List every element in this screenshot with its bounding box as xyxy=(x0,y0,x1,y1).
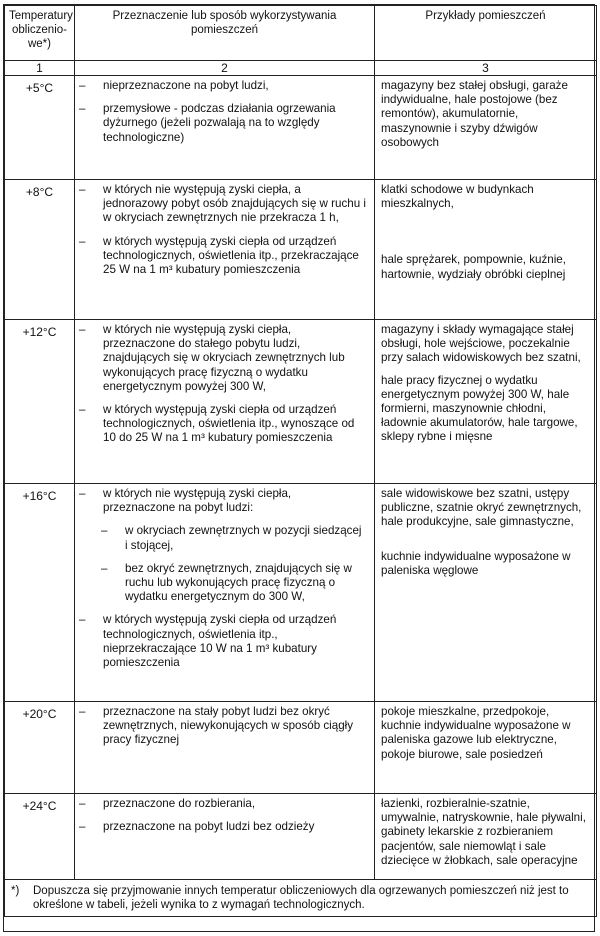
example-item: klatki schodowe w budynkach mieszkalnych, xyxy=(381,183,534,211)
example-item: magazyny bez stałej obsługi, garaże indywidualne, hale postojowe (bez remontów), akumulatornie, maszynownie i szyby dźwigów osobowych xyxy=(381,79,568,149)
purpose-cell xyxy=(75,794,375,880)
footnote xyxy=(5,880,596,916)
table-row xyxy=(5,180,597,320)
temperature-cell: +8°C xyxy=(5,180,75,320)
purpose-item: – w których nie występują zyski ciepła, przeznaczone do stałego pobytu ludzi, znajdujących się w okryciach zewnętrznych lub wykonujących pracę fizyczną o wydatku energetycznym powyżej 300 W, xyxy=(79,323,345,393)
purpose-item: – przeznaczone na stały pobyt ludzi bez okryć zewnętrznych, niewykonujących w sposób ciągły pracy fizycznej xyxy=(79,705,354,747)
temperature-cell: +5°C xyxy=(5,76,75,180)
purpose-item: – przeznaczone na pobyt ludzi bez odzieży xyxy=(79,820,315,834)
purpose-cell xyxy=(75,180,375,320)
temperature-cell: +16°C xyxy=(5,484,75,702)
column-number-3: 3 xyxy=(375,61,597,76)
header-temperature: Temperatury obliczenio-we*) xyxy=(5,6,75,61)
purpose-item: – w których nie występują zyski ciepła, przeznaczone na pobyt ludzi: xyxy=(79,487,292,515)
column-number-row xyxy=(5,61,597,76)
footnote-text: Dopuszcza się przyjmowanie innych temperatur obliczeniowych dla ogrzewanych pomieszczeń niż jest to określone w tabeli, jeżeli wynika to z wymagań technologicznych. xyxy=(33,885,569,911)
dash-marker: – xyxy=(79,613,86,627)
footnote-cell xyxy=(5,880,597,917)
table-row xyxy=(5,702,597,794)
dash-marker: – xyxy=(101,561,108,575)
temperature-cell: +12°C xyxy=(5,320,75,484)
purpose-cell xyxy=(75,702,375,794)
examples-cell xyxy=(375,76,597,180)
dash-marker: – xyxy=(79,102,86,116)
purpose-item: – nieprzeznaczone na pobyt ludzi, xyxy=(79,79,269,92)
example-item: sale widowiskowe bez szatni, ustępy publiczne, szatnie okryć zewnętrznych, hale produkcyjne, sale gimnastyczne, xyxy=(381,487,582,529)
examples-cell xyxy=(375,794,597,880)
dash-marker: – xyxy=(79,234,86,248)
temperature-table xyxy=(4,5,597,917)
header-examples: Przykłady pomieszczeń xyxy=(375,6,597,61)
purpose-item: – przemysłowe - podczas działania ogrzewania dyżurnego (jeżeli pozwalają na to względy technologiczne) xyxy=(79,102,336,144)
purpose-item: – w których występują zyski ciepła od urządzeń technologicznych, oświetlenia itp., nieprzekraczające 10 W na 1 m³ kubatury pomieszczenia xyxy=(79,613,337,670)
examples-cell xyxy=(375,180,597,320)
example-item: hale sprężarek, pompownie, kuźnie, hartownie, wydziały obróbki cieplnej xyxy=(381,253,566,281)
example-item: hale pracy fizycznej o wydatku energetycznym powyżej 300 W, hale formierni, maszynownie chłodni, ładownie akumulatorów, hale targowe, sklepy rybne i mięsne xyxy=(381,373,578,444)
example-item: kuchnie indywidualne wyposażone w paleniska węglowe xyxy=(381,549,571,577)
footnote-mark: *) xyxy=(11,885,20,897)
dash-marker: – xyxy=(79,183,86,196)
temperature-cell: +20°C xyxy=(5,702,75,794)
dash-marker: – xyxy=(79,403,86,417)
dash-marker: – xyxy=(79,705,86,718)
header-purpose: Przeznaczenie lub sposób wykorzystywania pomieszczeń xyxy=(75,6,375,61)
table-row xyxy=(5,76,597,180)
example-item: magazyny i składy wymagające stałej obsługi, hole wejściowe, poczekalnie przy salach widowiskowych bez szatni, xyxy=(381,323,581,365)
purpose-cell xyxy=(75,320,375,484)
examples-cell xyxy=(375,320,597,484)
purpose-item: – w których nie występują zyski ciepła, a jednorazowy pobyt osób znajdujących się w ruchu i w okryciach zewnętrznych nie przekracza 1 h, xyxy=(79,183,366,225)
purpose-cell xyxy=(75,484,375,702)
dash-marker: – xyxy=(101,524,108,538)
table-row xyxy=(5,484,597,702)
purpose-item: – przeznaczone do rozbierania, xyxy=(79,797,256,810)
dash-marker: – xyxy=(79,820,86,834)
dash-marker: – xyxy=(79,323,86,336)
column-number-1: 1 xyxy=(5,61,75,76)
examples-cell xyxy=(375,484,597,702)
dash-marker: – xyxy=(79,79,86,92)
temperature-table-document xyxy=(3,4,595,932)
purpose-subitem: – bez okryć zewnętrznych, znajdujących się w ruchu lub wykonujących pracę fizyczną o wydatku energetycznym do 300 W, xyxy=(101,561,352,604)
table-header-row xyxy=(5,6,597,61)
table-row xyxy=(5,320,597,484)
purpose-cell xyxy=(75,76,375,180)
footnote-row xyxy=(5,880,597,917)
example-item: łazienki, rozbieralnie-szatnie, umywalnie, natryskownie, hale pływalni, gabinety lekarskie z rozbieraniem pacjentów, sale niemowląt i sale dziecięce w żłobkach, sale operacyjne xyxy=(381,797,586,867)
dash-marker: – xyxy=(79,797,86,810)
temperature-cell: +24°C xyxy=(5,794,75,880)
examples-cell xyxy=(375,702,597,794)
dash-marker: – xyxy=(79,487,86,500)
purpose-item: – w których występują zyski ciepła od urządzeń technologicznych, oświetlenia itp., przekraczające 25 W na 1 m³ kubatury pomieszczenia xyxy=(79,234,359,277)
purpose-subitem: – w okryciach zewnętrznych w pozycji siedzącej i stojącej, xyxy=(101,524,362,552)
purpose-item: – w których występują zyski ciepła od urządzeń technologicznych, oświetlenia itp., wynoszące od 10 do 25 W na 1 m³ kubatury pomieszczenia xyxy=(79,403,355,445)
table-row xyxy=(5,794,597,880)
column-number-2: 2 xyxy=(75,61,375,76)
example-item: pokoje mieszkalne, przedpokoje, kuchnie indywidualne wyposażone w paleniska gazowe lub elektryczne, pokoje biurowe, sale posiedzeń xyxy=(381,705,571,761)
